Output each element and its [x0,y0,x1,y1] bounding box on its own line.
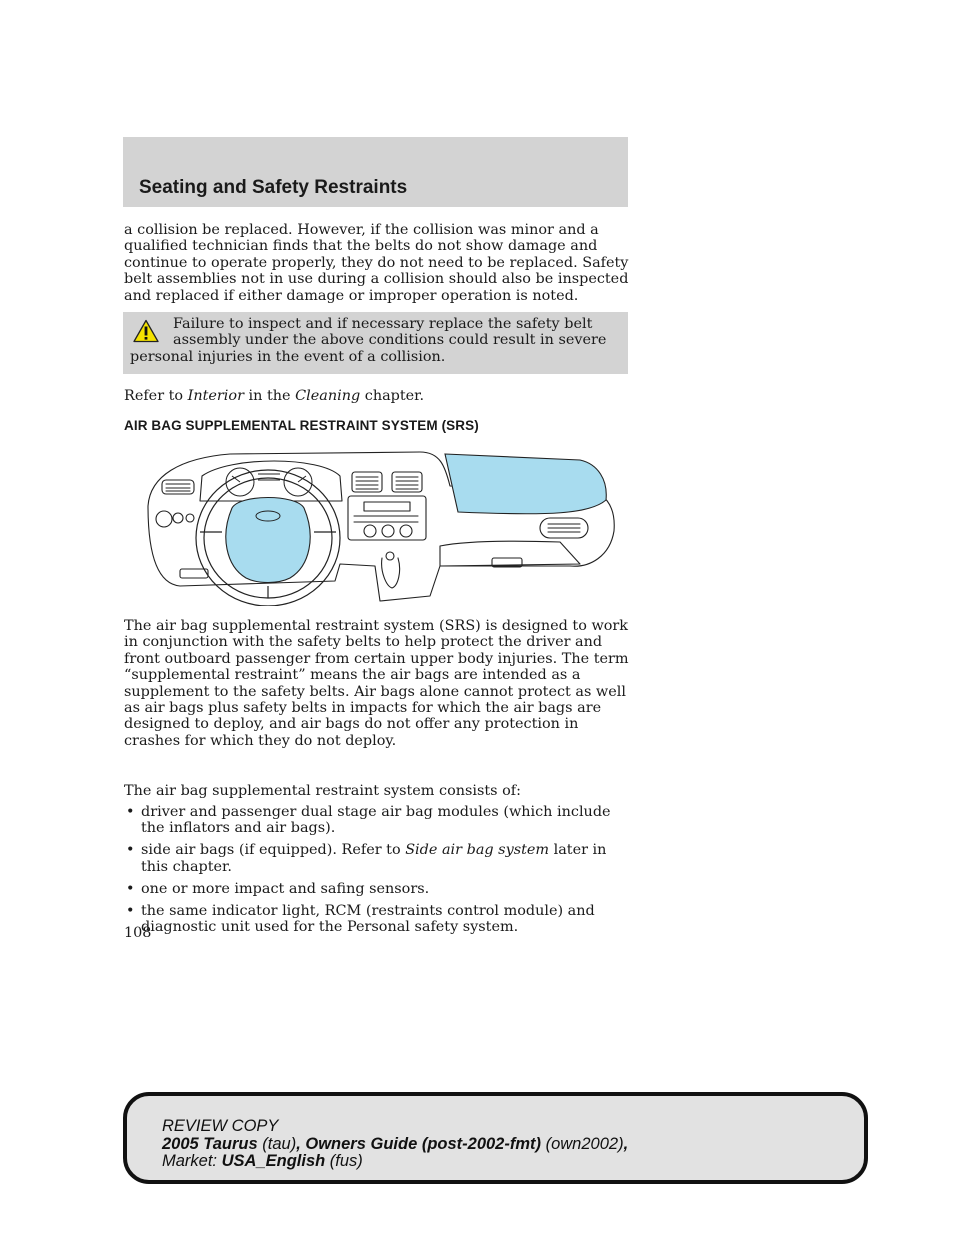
review-copy-text [162,1118,628,1171]
section-heading: AIR BAG SUPPLEMENTAL RESTRAINT SYSTEM (SRS) [124,418,479,433]
list-item: • the same indicator light, RCM (restraints control module) and diagnostic unit used for the Personal safety system. [126,902,595,935]
warning-box [123,312,628,374]
refer-cleaning-link: Cleaning [295,388,361,404]
list-item: • one or more impact and safing sensors. [126,880,430,897]
refer-line [124,388,629,404]
review-copy-label: REVIEW COPY [162,1117,279,1135]
page-number: 108 [124,925,152,941]
srs-components-list-items [124,804,629,941]
refer-prefix: Refer to [124,388,188,404]
section-header-band [123,137,628,207]
warning-text: Failure to inspect and if necessary replace the safety belt assembly under the above conditions could result in severe personal injuries in the event of a collision. [130,316,607,365]
review-copy-model-line: 2005 Taurus (tau), Owners Guide (post-2002-fmt) (own2002), [162,1134,629,1153]
refer-middle: in the [243,388,296,404]
list-item: • driver and passenger dual stage air bag modules (which include the inflators and air bags). [126,804,611,837]
page-title: Seating and Safety Restraints [139,177,408,198]
srs-paragraph: The air bag supplemental restraint system (SRS) is designed to work in conjunction with the safety belts to help protect the driver and front outboard passenger from certain upper body injuries. The term “supplemental restraint” means the air bags are intended as a supplement to the safety belts. Air bags alone cannot protect as well as air bags plus safety belts in impacts for which the air bags are designed to deploy, and air bags do not offer any protection in crashes for which they do not deploy. [124,618,629,749]
list-item: • side air bags (if equipped). Refer to Side air bag system later in this chapter. [126,842,607,875]
side-air-bag-link: Side air bag system [405,842,550,859]
review-copy-footer [123,1092,868,1184]
intro-paragraph: a collision be replaced. However, if the collision was minor and a qualified technician finds that the belts do not show damage and continue to operate properly, they do not need to be replaced. Safety belt assemblies not in use during a collision should also be inspected and replaced if either damage or improper operation is noted. [124,222,629,304]
refer-suffix: chapter. [360,388,425,404]
review-copy-market-line: Market: USA_English (fus) [162,1152,363,1170]
dashboard-airbag-illustration [140,446,620,606]
refer-interior-link: Interior [187,388,244,404]
consists-intro: The air bag supplemental restraint system consists of: [124,783,521,799]
warning-text-container [130,316,610,365]
